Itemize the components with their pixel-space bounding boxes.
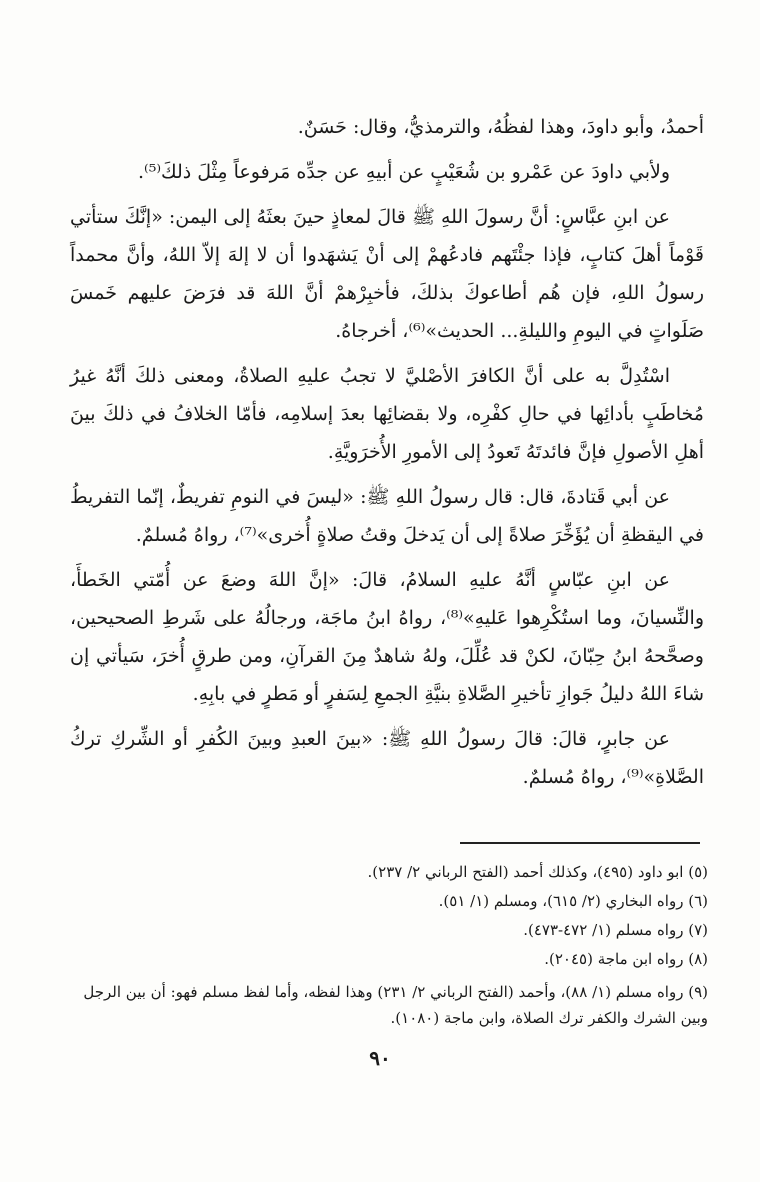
paragraph-4: اسْتُدِلَّ به على أنَّ الكافرَ الأصْليَّ لا تجبُ عليهِ الصلاةُ، ومعنى ذلكَ أنَّهُ غيرُ مُخاطَبٍ بأدائِها في حالِ كفْرِه، ولا بقضائِها بعدَ إسلامِه، فأمّا الخلافُ في ذلكَ بينَ أهلِ الأصولِ فإنَّ فائدتَهُ تَعودُ إلى الأمورِ الأُخرَويَّةِ.	[70, 365, 704, 463]
footnote-8: (٨) رواه ابن ماجة (٢٠٤٥).	[544, 950, 708, 968]
paragraph-2: ولأبي داودَ عن عَمْرو بن شُعَيْبٍ عن أبيهِ عن جدِّه مَرفوعاً مِثْلَ ذلكَ⁽⁵⁾.	[137, 161, 670, 183]
main-text	[70, 108, 704, 803]
footnote-5: (٥) ابو داود (٤٩٥)، وكذلك أحمد (الفتح الرباني ٢/ ٢٣٧).	[367, 863, 708, 881]
footnote-7: (٧) رواه مسلم (١/ ٤٧٢-٤٧٣).	[523, 921, 708, 939]
footnote-6: (٦) رواه البخاري (٢/ ٦١٥)، ومسلم (١/ ٥١).	[438, 892, 708, 910]
paragraph-1: أحمدُ، وأبو داودَ، وهذا لفظُهُ، والترمذيُّ، وقال: حَسَنٌ.	[297, 116, 704, 138]
page-number: ٩٠	[369, 1046, 391, 1070]
footnote-9: (٩) رواه مسلم (١/ ٨٨)، وأحمد (الفتح الرباني ٢/ ٢٣١) وهذا لفظه، وأما لفظ مسلم فهو: أن بين الرجل وبين الشرك والكفر ترك الصلاة، وابن ماجة (١٠٨٠).	[83, 983, 708, 1027]
paragraph-3: عن ابنِ عبَّاسٍ: أنَّ رسولَ اللهِ ﷺ قالَ لمعاذٍ حينَ بعثَهُ إلى اليمن: «إنَّكَ ستأتي قَوْماً أهلَ كتابٍ، فإذا جئْتَهم فادعُهمْ إلى أنْ يَشهَدوا أن لا إلهَ إلاّ اللهُ، وأنَّ محمداً رسولُ اللهِ، فإن هُم أطاعوكَ بذلكَ، فأخبِرْهمْ أنَّ اللهَ قد فرَضَ عليهم خَمسَ صَلَواتٍ في اليومِ والليلةِ... الحديث»⁽⁶⁾، أخرجاهُ.	[70, 206, 704, 342]
paragraph-6: عن ابنِ عبّاسٍ أنَّهُ عليهِ السلامُ، قالَ: «إنَّ اللهَ وضعَ عن أُمّتي الخَطأَ، والنِّسيانَ، وما استُكْرِهوا عَليهِ»⁽⁸⁾، رواهُ ابنُ ماجَة، ورجالُهُ على شَرطِ الصحيحين، وصحَّحهُ ابنُ حِبّانَ، لكنْ قد عُلِّلَ، ولهُ شاهدٌ مِنَ القرآنِ، ومن طرقٍ أُخرَ، سَيأتي إن شاءَ اللهُ دليلُ جَوازِ تأخيرِ الصَّلاةِ بنيَّةِ الجمعِ لِسَفرٍ أو مَطرٍ في بابِهِ.	[70, 569, 704, 705]
paragraph-5: عن أبي قَتادةَ، قال: قال رسولُ اللهِ ﷺ: «ليسَ في النومِ تفريطٌ، إنّما التفريطُ في اليقظةِ أن يُؤَخِّرَ صلاةً إلى أن يَدخلَ وقتُ صلاةٍ أُخرى»⁽⁷⁾، رواهُ مُسلمٌ.	[70, 486, 704, 546]
footnotes	[72, 858, 708, 1032]
footnote-separator	[460, 842, 700, 844]
paragraph-7: عن جابرٍ، قالَ: قالَ رسولُ اللهِ ﷺ: «بينَ العبدِ وبينَ الكُفرِ أو الشِّركِ تركُ الصَّلاةِ»⁽⁹⁾، رواهُ مُسلمٌ.	[70, 728, 704, 788]
